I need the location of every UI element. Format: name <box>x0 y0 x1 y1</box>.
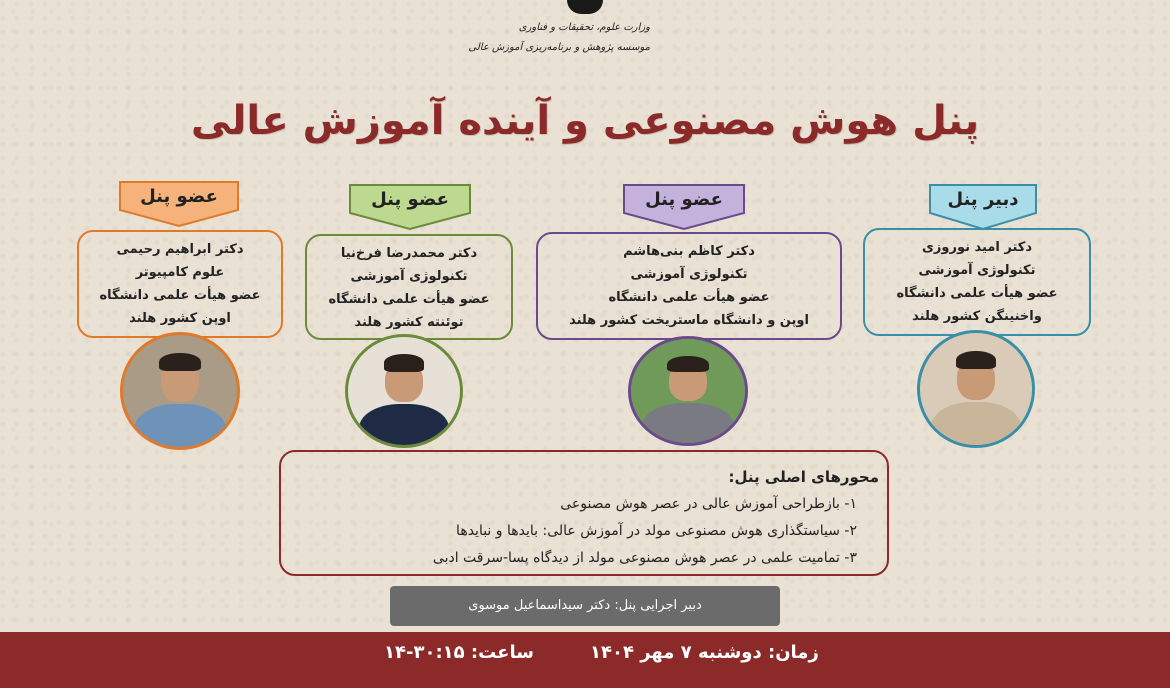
institute-name: موسسه پژوهش و برنامه‌ریزی آموزش عالی <box>468 42 650 53</box>
panelist-name: دکتر امید نوروزی <box>922 240 1032 255</box>
panelist-university: اوپن و دانشگاه ماستریخت کشور هلند <box>569 313 809 328</box>
role-label: عضو پنل <box>140 186 218 207</box>
topic-item: ۲- سیاستگذاری هوش مصنوعی مولد در آموزش عالی: بایدها و نبایدها <box>456 523 857 539</box>
panelist-university: اوپن کشور هلند <box>129 311 231 326</box>
avatar-member-1 <box>628 336 748 446</box>
panelist-card-member-1 <box>536 232 842 340</box>
avatar-member-3 <box>120 332 240 450</box>
role-tag-member-1 <box>622 183 746 231</box>
avatar-member-2 <box>345 334 463 448</box>
panelist-field: علوم کامپیوتر <box>135 265 225 280</box>
panelist-card-moderator <box>863 228 1091 336</box>
event-time: ساعت: ۳۰:۱۵-۱۴ <box>384 642 534 663</box>
panelist-university: توئنته کشور هلند <box>354 315 464 330</box>
page-title: پنل هوش مصنوعی و آینده آموزش عالی <box>190 98 980 144</box>
topic-item: ۳- تمامیت علمی در عصر هوش مصنوعی مولد از دیدگاه پسا-سرقت ادبی <box>432 550 857 566</box>
panelist-card-member-2 <box>305 234 513 340</box>
executive-secretary: دبیر اجرایی پنل: دکتر سیداسماعیل موسوی <box>390 586 780 626</box>
panelist-position: عضو هیأت علمی دانشگاه <box>99 288 261 303</box>
header-logo <box>468 0 650 62</box>
panelist-name: دکتر ابراهیم رحیمی <box>116 242 244 257</box>
emblem-icon <box>567 0 603 14</box>
panelist-card-member-3 <box>77 230 283 338</box>
event-date: زمان: دوشنبه ۷ مهر ۱۴۰۴ <box>590 642 819 663</box>
role-tag-member-2 <box>348 183 472 231</box>
panelist-field: تکنولوژی آموزشی <box>630 267 748 282</box>
panelist-position: عضو هیأت علمی دانشگاه <box>328 292 490 307</box>
panelist-university: واخنینگن کشور هلند <box>912 309 1042 324</box>
role-tag-member-3 <box>118 180 240 228</box>
role-label: عضو پنل <box>645 189 723 210</box>
role-tag-moderator <box>928 183 1038 231</box>
panelist-field: تکنولوژی آموزشی <box>350 269 468 284</box>
panelist-name: دکتر محمدرضا فرخ‌نیا <box>340 246 478 261</box>
panelist-position: عضو هیأت علمی دانشگاه <box>608 290 770 305</box>
topic-item: ۱- بازطراحی آموزش عالی در عصر هوش مصنوعی <box>560 496 857 512</box>
panelist-position: عضو هیأت علمی دانشگاه <box>896 286 1058 301</box>
role-label: دبیر پنل <box>947 189 1019 210</box>
panelist-field: تکنولوژی آموزشی <box>918 263 1036 278</box>
ministry-name: وزارت علوم، تحقیقات و فناوری <box>518 22 650 33</box>
avatar-moderator <box>917 330 1035 448</box>
role-label: عضو پنل <box>371 189 449 210</box>
topics-heading: محورهای اصلی پنل: <box>728 468 879 486</box>
panelist-name: دکتر کاظم بنی‌هاشم <box>623 244 755 259</box>
footer-bar <box>0 632 1170 688</box>
topics-box <box>279 450 889 576</box>
